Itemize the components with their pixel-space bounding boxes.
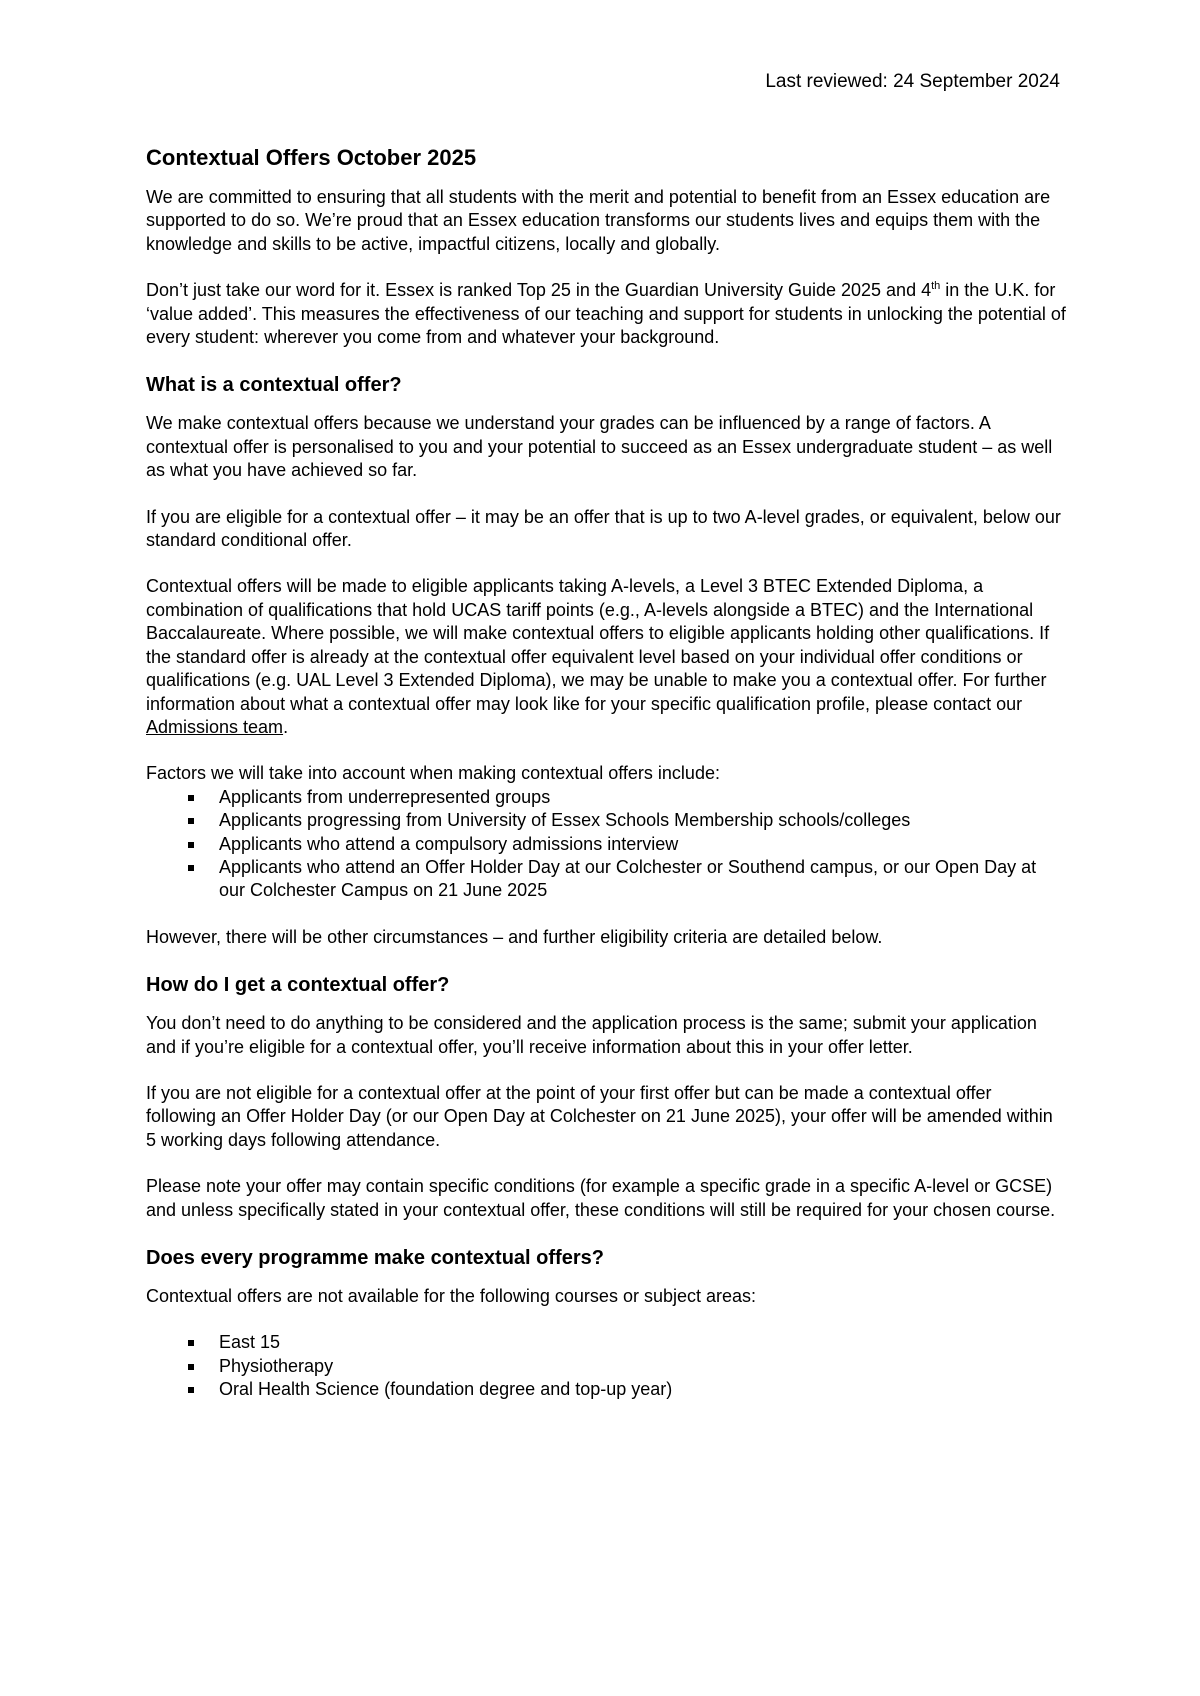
intro-paragraph-2-text: Don’t just take our word for it. Essex is ranked Top 25 in the Guardian University Guide 2025 and 4 bbox=[146, 280, 932, 301]
square-bullet-icon bbox=[188, 842, 194, 848]
admissions-team-link[interactable]: Admissions team bbox=[146, 716, 284, 737]
programmes-paragraph-1: Contextual offers are not available for the following courses or subject areas: bbox=[146, 1286, 757, 1306]
list-item-text: Applicants who attend an Offer Holder Day at our Colchester or Southend campus, or our Open Day at our Colchester Campus on 21 June 2025 bbox=[219, 856, 1037, 901]
factors-intro: Factors we will take into account when making contextual offers include: bbox=[146, 763, 720, 784]
list-item bbox=[146, 1355, 1066, 1378]
list-item bbox=[146, 833, 1066, 856]
square-bullet-icon bbox=[188, 818, 194, 824]
list-item bbox=[146, 856, 1066, 903]
what-paragraph-3-end: . bbox=[283, 716, 289, 737]
heading-how-do-i-get-offer: How do I get a contextual offer? bbox=[146, 974, 450, 997]
ordinal-superscript: th bbox=[931, 280, 941, 293]
square-bullet-icon bbox=[188, 865, 194, 871]
list-item-text: Applicants who attend a compulsory admissions interview bbox=[219, 833, 679, 854]
document-body bbox=[146, 144, 1066, 1425]
last-reviewed-date: Last reviewed: 24 September 2024 bbox=[765, 71, 1060, 92]
square-bullet-icon bbox=[188, 1387, 194, 1393]
heading-what-is-contextual-offer: What is a contextual offer? bbox=[146, 374, 402, 397]
heading-every-programme: Does every programme make contextual offers? bbox=[146, 1247, 604, 1269]
what-paragraph-2: If you are eligible for a contextual offer – it may be an offer that is up to two A-level grades, or equivalent, below our standard conditional offer. bbox=[146, 506, 1061, 551]
how-paragraph-1: You don’t need to do anything to be considered and the application process is the same; submit your application and if you’re eligible for a contextual offer, you’ll receive information about this in your offer letter. bbox=[146, 1013, 1037, 1057]
list-item-text: East 15 bbox=[219, 1332, 281, 1353]
what-paragraph-1: We make contextual offers because we understand your grades can be influenced by a range of factors. A contextual offer is personalised to you and your potential to succeed as an Essex undergraduate student – as well as what you have achieved so far. bbox=[146, 413, 1053, 481]
document-title: Contextual Offers October 2025 bbox=[146, 145, 477, 170]
list-item bbox=[146, 1378, 1066, 1401]
list-item bbox=[146, 809, 1066, 832]
list-item bbox=[146, 1331, 1066, 1354]
exclusions-list bbox=[146, 1331, 1066, 1401]
square-bullet-icon bbox=[188, 795, 194, 801]
list-item-text: Applicants progressing from University of Essex Schools Membership schools/colleges bbox=[219, 810, 911, 831]
square-bullet-icon bbox=[188, 1340, 194, 1346]
intro-paragraph-2 bbox=[146, 279, 1066, 349]
factors-list bbox=[146, 786, 1066, 903]
list-item-text: Applicants from underrepresented groups bbox=[219, 786, 551, 807]
how-paragraph-3: Please note your offer may contain specific conditions (for example a specific grade in a specific A-level or GCSE) and unless specifically stated in your contextual offer, these conditions will still be required for your chosen course. bbox=[146, 1176, 1056, 1220]
list-item-text: Physiotherapy bbox=[219, 1355, 334, 1376]
what-paragraph-3 bbox=[146, 575, 1066, 739]
intro-paragraph-1: We are committed to ensuring that all students with the merit and potential to benefit from an Essex education are supported to do so. We’re proud that an Essex education transforms our students lives and equips them with the knowledge and skills to be active, impactful citizens, locally and globally. bbox=[146, 187, 1051, 254]
how-paragraph-2: If you are not eligible for a contextual offer at the point of your first offer but can be made a contextual offer following an Offer Holder Day (or our Open Day at Colchester on 21 June 2025), your offer will be amended within 5 working days following attendance. bbox=[146, 1082, 1053, 1150]
what-paragraph-3-text: Contextual offers will be made to eligible applicants taking A-levels, a Level 3 BTEC Extended Diploma, a combination of qualifications that hold UCAS tariff points (e.g., A-levels alongside a BTEC) and the International Baccalaureate. Where possible, we will make contextual offers to eligible applicants holding other qualifications. If the standard offer is already at the contextual offer equivalent level based on your individual offer conditions or qualifications (e.g. UAL Level 3 Extended Diploma), we may be unable to make you a contextual offer. For further information about what a contextual offer may look like for your specific qualification profile, please contact our bbox=[146, 576, 1050, 714]
list-item-text: Oral Health Science (foundation degree and top-up year) bbox=[219, 1379, 673, 1400]
list-item bbox=[146, 786, 1066, 809]
intro-paragraph-2-rest: in the U.K. for ‘value added’. This measures the effectiveness of our teaching and support for students in unlocking the potential of every student: wherever you come from and whatever your background. bbox=[146, 280, 1066, 348]
what-closing-paragraph: However, there will be other circumstances – and further eligibility criteria are detailed below. bbox=[146, 926, 883, 947]
square-bullet-icon bbox=[188, 1364, 194, 1370]
